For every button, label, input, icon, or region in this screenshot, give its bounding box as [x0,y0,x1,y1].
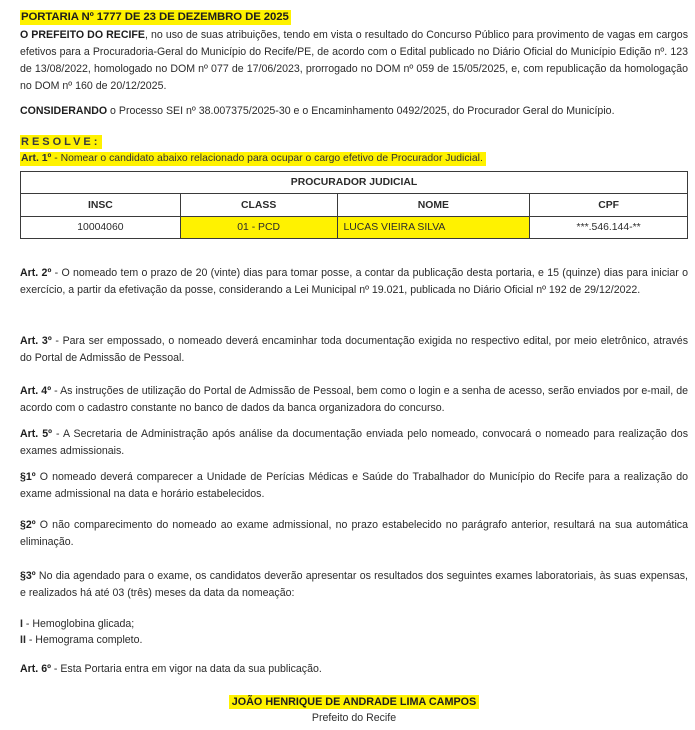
table-header-row [21,194,688,217]
paragraph-2-text: O não comparecimento do nomeado ao exame admissional, no prazo estabelecido no parágrafo anterior, resultará na sua automática eliminação. [20,519,688,548]
paragraph-3-lead: §3º [20,570,36,582]
article-4-text: - As instruções de utilização do Portal de Admissão de Pessoal, bem como o login e a senha de acesso, serão enviados por e-mail, de acordo com o cadastro constante no banco de dados da banca organizadora do concurso. [20,385,688,414]
preamble-paragraph [20,27,688,95]
article-2-lead: Art. 2º [20,267,52,279]
column-header-cpf: CPF [530,194,688,217]
paragraph-3 [20,568,688,602]
article-1-text: - Nomear o candidato abaixo relacionado para ocupar o cargo efetivo de Procurador Judicial. [51,153,483,164]
exam-item-1-lead: I [20,618,23,630]
preamble-lead: O PREFEITO DO RECIFE [20,29,145,41]
considerando-lead: CONSIDERANDO [20,105,108,117]
cell-class: 01 - PCD [180,217,337,239]
document-title: PORTARIA Nº 1777 DE 23 DE DEZEMBRO DE 2025 [21,11,289,23]
article-3-text: - Para ser empossado, o nomeado deverá encaminhar toda documentação exigida no respectivo edital, por meio eletrônico, através do Portal de Admissão de Pessoal. [20,335,688,364]
article-4 [20,383,688,417]
exam-item-1 [20,616,134,633]
paragraph-1-text: O nomeado deverá comparecer a Unidade de Perícias Médicas e Saúde do Trabalhador do Município do Recife para a realização do exame admissional na data e horário estabelecidos. [20,471,688,500]
signatory-role: Prefeito do Recife [311,712,397,724]
paragraph-1-lead: §1º [20,471,36,483]
article-5-text: - A Secretaria de Administração após análise da documentação enviada pelo nomeado, convocará o nomeado para realização dos exames admissionais. [20,428,688,457]
column-header-nome: NOME [337,194,530,217]
considerando-paragraph [20,103,688,120]
article-6-text: - Esta Portaria entra em vigor na data da sua publicação. [50,663,322,675]
table-row [21,217,688,239]
preamble-text: , no uso de suas atribuições, tendo em vista o resultado do Concurso Público para provimento de vagas em cargos efetivos para a Procuradoria-Geral do Município do Recife/PE, de acordo com o Edital publicado no Diário Oficial do Município Edição nº. 123 de 13/08/2022, homologado no DOM nº 077 de 17/06/2023, prorrogado no DOM nº 059 de 15/05/2025, e, com republicação da homologação no DOM nº 160 de 20/12/2025. [20,29,688,92]
appointment-table [20,171,688,239]
article-3 [20,333,688,367]
cell-cpf: ***.546.144-** [530,217,688,239]
table-title: PROCURADOR JUDICIAL [21,172,688,194]
paragraph-2 [20,517,688,551]
article-5 [20,426,688,460]
article-6-lead: Art. 6º [20,663,51,675]
resolve-heading: RESOLVE: [21,136,101,148]
cell-nome: LUCAS VIEIRA SILVA [337,217,530,239]
column-header-insc: INSC [21,194,181,217]
column-header-class: CLASS [180,194,337,217]
considerando-text: o Processo SEI nº 38.007375/2025-30 e o Encaminhamento 0492/2025, do Procurador Geral do Município. [107,105,615,117]
article-1-lead: Art. 1º [21,153,52,164]
article-4-lead: Art. 4º [20,385,52,397]
exam-item-2-text: - Hemograma completo. [25,634,143,646]
exam-item-2 [20,632,142,649]
cell-insc: 10004060 [21,217,181,239]
article-3-lead: Art. 3º [20,335,52,347]
article-6 [20,661,688,678]
paragraph-3-text: No dia agendado para o exame, os candidatos deverão apresentar os resultados dos seguintes exames laboratoriais, às suas expensas, e realizados há até 03 (três) meses da data da nomeação: [20,570,688,599]
signatory-name: JOÃO HENRIQUE DE ANDRADE LIMA CAMPOS [229,695,480,709]
signature-block [20,692,688,724]
article-5-lead: Art. 5º [20,428,53,440]
table-title-row [21,172,688,194]
exam-item-1-text: - Hemoglobina glicada; [22,618,135,630]
paragraph-2-lead: §2º [20,519,36,531]
article-2 [20,265,688,299]
exam-item-2-lead: II [20,634,26,646]
paragraph-1 [20,469,688,503]
article-1 [20,152,486,166]
article-2-text: - O nomeado tem o prazo de 20 (vinte) dias para tomar posse, a contar da publicação desta portaria, e 15 (quinze) dias para iniciar o exercício, a partir da efetivação da posse, considerando a Lei Municipal nº 19.021, publicada no Diário Oficial nº 192 de 29/12/2022. [20,267,688,296]
